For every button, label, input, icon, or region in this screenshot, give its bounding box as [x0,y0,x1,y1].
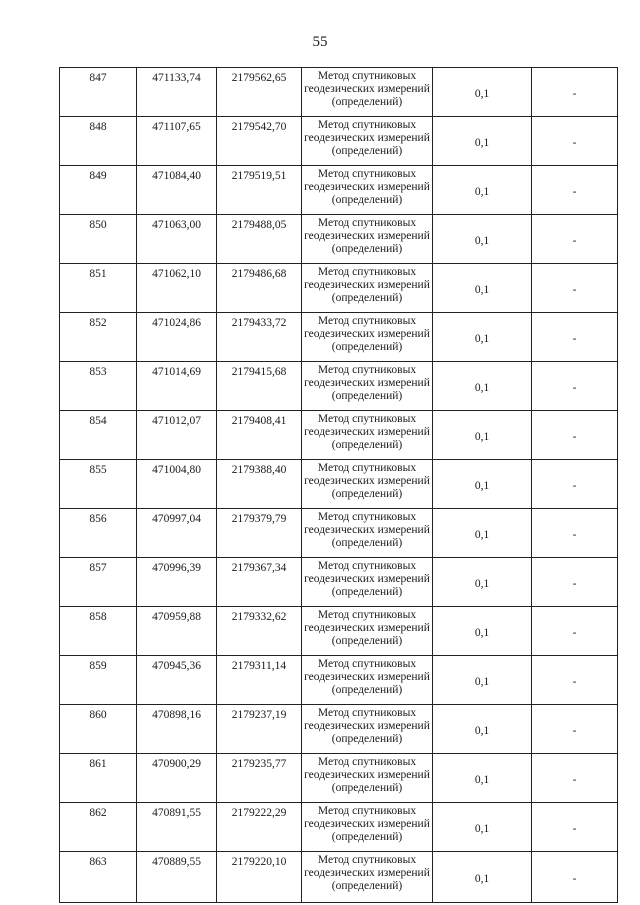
point-number-cell [60,705,137,754]
y-coordinate-cell-text: 2179562,65 [231,72,287,84]
y-coordinate-cell-text: 2179415,68 [231,366,287,378]
y-coordinate-cell [217,215,302,264]
point-number-cell [60,264,137,313]
point-number-cell-text: 854 [89,415,107,427]
extra-cell-text: - [572,185,577,198]
point-number-cell-text: 861 [89,758,107,770]
method-cell [302,460,433,509]
extra-cell [532,215,618,264]
table-row [60,264,618,313]
y-coordinate-cell [217,607,302,656]
table-row [60,117,618,166]
x-coordinate-cell [137,509,217,558]
x-coordinate-cell [137,166,217,215]
table-row [60,607,618,656]
accuracy-cell [433,68,532,117]
point-number-cell [60,803,137,852]
method-cell-text: Метод спутниковых геодезических измерений (определений) [304,217,430,255]
y-coordinate-cell-text: 2179220,10 [231,856,287,868]
method-cell [302,215,433,264]
point-number-cell-text: 857 [89,562,107,574]
y-coordinate-cell-text: 2179367,34 [231,562,287,574]
x-coordinate-cell-text: 471084,40 [152,170,201,182]
table-row [60,313,618,362]
method-cell [302,117,433,166]
extra-cell-text: - [572,528,577,541]
x-coordinate-cell [137,68,217,117]
method-cell-text: Метод спутниковых геодезических измерений (определений) [304,560,430,598]
extra-cell [532,607,618,656]
method-cell [302,509,433,558]
x-coordinate-cell-text: 471133,74 [152,72,201,84]
accuracy-cell [433,558,532,607]
accuracy-cell-text: 0,1 [474,185,490,198]
x-coordinate-cell-text: 471063,00 [152,219,201,231]
method-cell-text: Метод спутниковых геодезических измерений (определений) [304,707,430,745]
method-cell-text: Метод спутниковых геодезических измерений (определений) [304,658,430,696]
table-row [60,166,618,215]
point-number-cell [60,460,137,509]
x-coordinate-cell [137,362,217,411]
extra-cell-text: - [572,577,577,590]
y-coordinate-cell-text: 2179237,19 [231,709,287,721]
extra-cell-text: - [572,724,577,737]
y-coordinate-cell-text: 2179486,68 [231,268,287,280]
method-cell-text: Метод спутниковых геодезических измерений (определений) [304,511,430,549]
point-number-cell-text: 863 [89,856,107,868]
point-number-cell [60,362,137,411]
accuracy-cell [433,166,532,215]
table-row [60,705,618,754]
y-coordinate-cell-text: 2179332,62 [231,611,287,623]
x-coordinate-cell-text: 471012,07 [152,415,201,427]
accuracy-cell-text: 0,1 [474,381,490,394]
y-coordinate-cell-text: 2179408,41 [231,415,287,427]
x-coordinate-cell-text: 470997,04 [152,513,201,525]
x-coordinate-cell [137,558,217,607]
extra-cell-text: - [572,430,577,443]
point-number-cell-text: 858 [89,611,107,623]
method-cell [302,68,433,117]
accuracy-cell-text: 0,1 [474,675,490,688]
y-coordinate-cell [217,754,302,803]
method-cell-text: Метод спутниковых геодезических измерений (определений) [304,609,430,647]
table-row [60,803,618,852]
y-coordinate-cell [217,656,302,705]
y-coordinate-cell-text: 2179388,40 [231,464,287,476]
y-coordinate-cell-text: 2179433,72 [231,317,287,329]
method-cell-text: Метод спутниковых геодезических измерений (определений) [304,462,430,500]
extra-cell [532,509,618,558]
x-coordinate-cell [137,607,217,656]
x-coordinate-cell-text: 470996,39 [152,562,201,574]
method-cell [302,166,433,215]
point-number-cell [60,215,137,264]
accuracy-cell [433,754,532,803]
extra-cell-text: - [572,87,577,100]
page-number: 55 [312,34,328,50]
x-coordinate-cell-text: 470889,55 [152,856,201,868]
method-cell [302,656,433,705]
point-number-cell [60,558,137,607]
point-number-cell [60,166,137,215]
point-number-cell [60,313,137,362]
method-cell-text: Метод спутниковых геодезических измерений (определений) [304,315,430,353]
extra-cell-text: - [572,332,577,345]
x-coordinate-cell [137,705,217,754]
accuracy-cell-text: 0,1 [474,332,490,345]
y-coordinate-cell [217,68,302,117]
accuracy-cell-text: 0,1 [474,234,490,247]
point-number-cell-text: 853 [89,366,107,378]
accuracy-cell [433,215,532,264]
x-coordinate-cell-text: 470898,16 [152,709,201,721]
point-number-cell-text: 852 [89,317,107,329]
extra-cell-text: - [572,381,577,394]
method-cell-text: Метод спутниковых геодезических измерений (определений) [304,266,430,304]
point-number-cell [60,68,137,117]
x-coordinate-cell-text: 471004,80 [152,464,201,476]
table-row [60,509,618,558]
extra-cell [532,656,618,705]
accuracy-cell [433,460,532,509]
y-coordinate-cell [217,362,302,411]
method-cell-text: Метод спутниковых геодезических измерений (определений) [304,413,430,451]
y-coordinate-cell [217,803,302,852]
extra-cell [532,558,618,607]
y-coordinate-cell [217,117,302,166]
accuracy-cell [433,264,532,313]
point-number-cell-text: 859 [89,660,107,672]
accuracy-cell-text: 0,1 [474,872,490,885]
x-coordinate-cell [137,460,217,509]
accuracy-cell [433,803,532,852]
method-cell [302,558,433,607]
method-cell [302,411,433,460]
x-coordinate-cell-text: 471107,65 [152,121,201,133]
x-coordinate-cell [137,313,217,362]
point-number-cell-text: 851 [89,268,107,280]
method-cell-text: Метод спутниковых геодезических измерений (определений) [304,364,430,402]
extra-cell [532,362,618,411]
extra-cell [532,264,618,313]
extra-cell [532,754,618,803]
accuracy-cell [433,411,532,460]
accuracy-cell-text: 0,1 [474,577,490,590]
x-coordinate-cell-text: 471062,10 [152,268,201,280]
accuracy-cell-text: 0,1 [474,87,490,100]
x-coordinate-cell [137,754,217,803]
extra-cell [532,411,618,460]
method-cell-text: Метод спутниковых геодезических измерений (определений) [304,119,430,157]
extra-cell-text: - [572,872,577,885]
point-number-cell-text: 856 [89,513,107,525]
accuracy-cell [433,362,532,411]
accuracy-cell [433,313,532,362]
y-coordinate-cell-text: 2179222,29 [231,807,287,819]
y-coordinate-cell [217,852,302,903]
point-number-cell-text: 862 [89,807,107,819]
y-coordinate-cell [217,313,302,362]
point-number-cell [60,754,137,803]
y-coordinate-cell-text: 2179311,14 [231,660,287,672]
method-cell [302,607,433,656]
y-coordinate-cell-text: 2179379,79 [231,513,287,525]
extra-cell [532,803,618,852]
coordinates-table [59,67,618,903]
y-coordinate-cell [217,460,302,509]
extra-cell-text: - [572,234,577,247]
accuracy-cell-text: 0,1 [474,479,490,492]
x-coordinate-cell [137,803,217,852]
point-number-cell [60,117,137,166]
extra-cell [532,313,618,362]
extra-cell-text: - [572,283,577,296]
point-number-cell-text: 855 [89,464,107,476]
table-row [60,754,618,803]
extra-cell-text: - [572,675,577,688]
extra-cell-text: - [572,626,577,639]
y-coordinate-cell [217,411,302,460]
accuracy-cell-text: 0,1 [474,724,490,737]
accuracy-cell [433,705,532,754]
accuracy-cell [433,117,532,166]
x-coordinate-cell [137,656,217,705]
coordinates-table-body [60,68,618,903]
extra-cell-text: - [572,822,577,835]
point-number-cell [60,411,137,460]
table-row [60,460,618,509]
accuracy-cell-text: 0,1 [474,626,490,639]
x-coordinate-cell-text: 470900,29 [152,758,201,770]
method-cell-text: Метод спутниковых геодезических измерений (определений) [304,168,430,206]
x-coordinate-cell-text: 470945,36 [152,660,201,672]
method-cell [302,754,433,803]
x-coordinate-cell [137,215,217,264]
y-coordinate-cell [217,705,302,754]
x-coordinate-cell [137,264,217,313]
x-coordinate-cell [137,411,217,460]
y-coordinate-cell-text: 2179542,70 [231,121,287,133]
point-number-cell-text: 847 [89,72,107,84]
accuracy-cell [433,852,532,903]
method-cell [302,313,433,362]
extra-cell-text: - [572,773,577,786]
point-number-cell-text: 849 [89,170,107,182]
table-row [60,558,618,607]
table-row [60,362,618,411]
accuracy-cell-text: 0,1 [474,528,490,541]
extra-cell-text: - [572,479,577,492]
table-row [60,68,618,117]
point-number-cell-text: 860 [89,709,107,721]
accuracy-cell [433,607,532,656]
accuracy-cell [433,656,532,705]
point-number-cell-text: 848 [89,121,107,133]
point-number-cell [60,509,137,558]
extra-cell-text: - [572,136,577,149]
y-coordinate-cell [217,264,302,313]
accuracy-cell-text: 0,1 [474,283,490,296]
point-number-cell [60,656,137,705]
method-cell [302,852,433,903]
point-number-cell [60,607,137,656]
x-coordinate-cell [137,852,217,903]
y-coordinate-cell [217,509,302,558]
accuracy-cell [433,509,532,558]
accuracy-cell-text: 0,1 [474,773,490,786]
point-number-cell-text: 850 [89,219,107,231]
y-coordinate-cell-text: 2179519,51 [231,170,287,182]
y-coordinate-cell-text: 2179235,77 [231,758,287,770]
accuracy-cell-text: 0,1 [474,136,490,149]
table-row [60,411,618,460]
extra-cell [532,852,618,903]
x-coordinate-cell [137,117,217,166]
y-coordinate-cell [217,166,302,215]
x-coordinate-cell-text: 471014,69 [152,366,201,378]
extra-cell [532,117,618,166]
table-row [60,215,618,264]
method-cell-text: Метод спутниковых геодезических измерений (определений) [304,70,430,108]
extra-cell [532,68,618,117]
accuracy-cell-text: 0,1 [474,430,490,443]
point-number-cell [60,852,137,903]
extra-cell [532,705,618,754]
x-coordinate-cell-text: 470891,55 [152,807,201,819]
extra-cell [532,460,618,509]
method-cell-text: Метод спутниковых геодезических измерений (определений) [304,756,430,794]
extra-cell [532,166,618,215]
method-cell [302,362,433,411]
method-cell-text: Метод спутниковых геодезических измерений (определений) [304,854,430,892]
method-cell [302,264,433,313]
x-coordinate-cell-text: 471024,86 [152,317,201,329]
method-cell-text: Метод спутниковых геодезических измерений (определений) [304,805,430,843]
method-cell [302,803,433,852]
accuracy-cell-text: 0,1 [474,822,490,835]
x-coordinate-cell-text: 470959,88 [152,611,201,623]
table-row [60,852,618,903]
y-coordinate-cell [217,558,302,607]
method-cell [302,705,433,754]
y-coordinate-cell-text: 2179488,05 [231,219,287,231]
table-row [60,656,618,705]
